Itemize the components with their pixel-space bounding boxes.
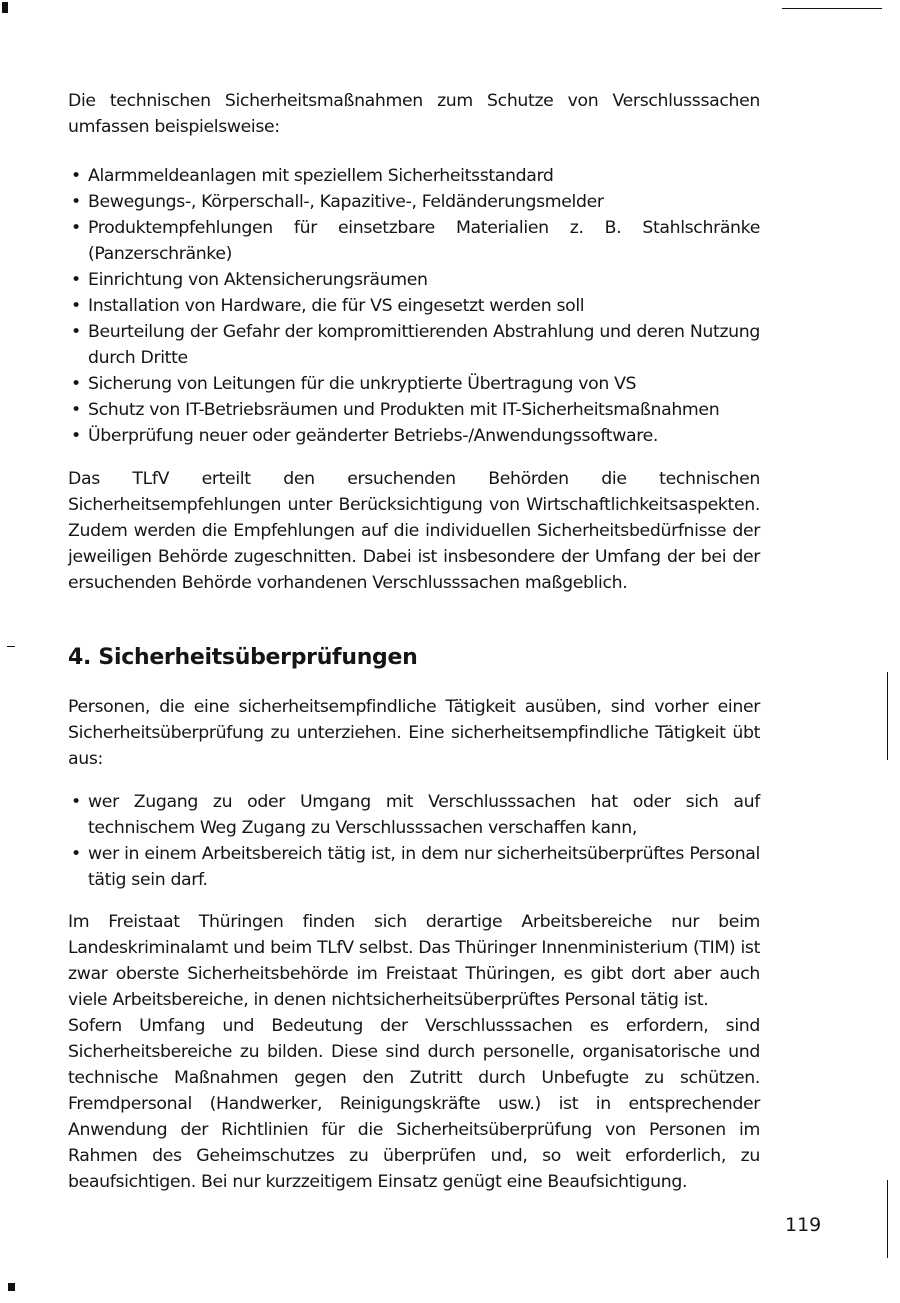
scan-rule-right-lower <box>887 1180 888 1258</box>
list-item: • wer in einem Arbeitsbereich tätig ist, in dem nur sicherheitsüberprüftes Personal tätig sein darf. <box>68 841 760 893</box>
scan-rule-top-right <box>782 8 882 9</box>
section-intro-paragraph: Personen, die eine sicherheitsempfindliche Tätigkeit ausüben, sind vorher einer Sicherheitsüberprüfung zu unterziehen. Eine sicherheitsempfindliche Tätigkeit übt aus: <box>68 697 760 769</box>
list-item: • Schutz von IT-Betriebsräumen und Produkten mit IT-Sicherheitsmaßnahmen <box>68 397 760 423</box>
list-item: • Sicherung von Leitungen für die unkryptierte Übertragung von VS <box>68 371 760 397</box>
list-item: • Bewegungs-, Körperschall-, Kapazitive-, Feldänderungsmelder <box>68 189 760 215</box>
page-content <box>68 88 760 1195</box>
list-item: • Produktempfehlungen für einsetzbare Materialien z. B. Stahlschränke (Panzerschränke) <box>68 215 760 267</box>
intro-paragraph: Die technischen Sicherheitsmaßnahmen zum Schutze von Verschlusssachen umfassen beispielsweise: <box>68 91 760 137</box>
list-item: • wer Zugang zu oder Umgang mit Verschlusssachen hat oder sich auf technischem Weg Zugang zu Verschlusssachen verschaffen kann, <box>68 789 760 841</box>
list-item: • Überprüfung neuer oder geänderter Betriebs-/Anwendungssoftware. <box>68 423 760 449</box>
sicherheitsbereiche-paragraph: Sofern Umfang und Bedeutung der Verschlusssachen es erfordern, sind Sicherheitsbereiche zu bilden. Diese sind durch personelle, organisatorische und technische Maßnahmen gegen den Zutritt durch Unbefugte zu schützen. Fremdpersonal (Handwerker, Reinigungskräfte usw.) ist in entsprechender Anwendung der Richtlinien für die Sicherheitsüberprüfung von Personen im Rahmen des Geheimschutzes zu überprüfen und, so weit erforderlich, zu beaufsichtigen. Bei nur kurzzeitigem Einsatz genügt eine Beaufsichtigung. <box>68 1016 760 1192</box>
scan-mark-left-dash <box>7 646 15 647</box>
scan-mark-top-left <box>2 2 8 13</box>
list-item: • Alarmmeldeanlagen mit speziellem Sicherheitsstandard <box>68 163 760 189</box>
list-item: • Beurteilung der Gefahr der kompromittierenden Abstrahlung und deren Nutzung durch Dritte <box>68 319 760 371</box>
section-heading: 4. Sicherheitsüberprüfungen <box>68 645 418 670</box>
page-number: 119 <box>785 1214 822 1236</box>
activities-list <box>68 789 760 893</box>
tlfv-paragraph: Das TLfV erteilt den ersuchenden Behörden die technischen Sicherheitsempfehlungen unter Berücksichtigung von Wirtschaftlichkeitsaspekten. Zudem werden die Empfehlungen auf die individuellen Sicherheitsbedürfnisse der jeweiligen Behörde zugeschnitten. Dabei ist insbesondere der Umfang der bei der ersuchenden Behörde vorhandenen Verschlusssachen maßgeblich. <box>68 469 760 593</box>
thueringen-paragraph: Im Freistaat Thüringen finden sich derartige Arbeitsbereiche nur beim Landeskriminalamt und beim TLfV selbst. Das Thüringer Innenministerium (TIM) ist zwar oberste Sicherheitsbehörde im Freistaat Thüringen, es gibt dort aber auch viele Arbeitsbereiche, in denen nichtsicherheitsüberprüftes Personal tätig ist. <box>68 912 760 1010</box>
list-item: • Installation von Hardware, die für VS eingesetzt werden soll <box>68 293 760 319</box>
measures-list <box>68 163 760 449</box>
scan-rule-right-upper <box>887 672 888 760</box>
list-item: • Einrichtung von Aktensicherungsräumen <box>68 267 760 293</box>
scan-mark-bottom-left <box>8 1283 15 1291</box>
